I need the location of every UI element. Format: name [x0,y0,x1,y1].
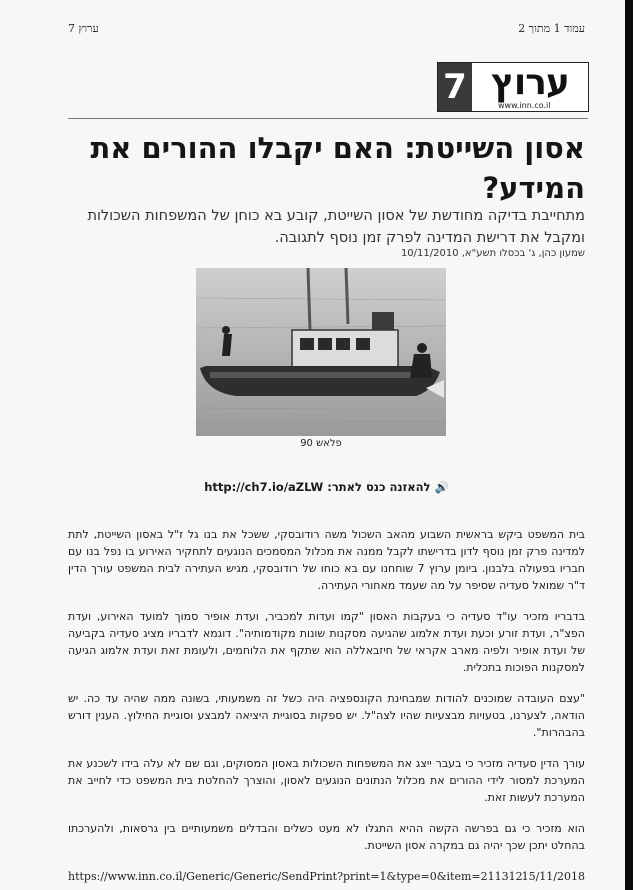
listen-link-line [68,480,585,494]
header-site-name: ערוץ 7 [68,22,99,35]
article-title: אסון השייטת: האם יקבלו ההורים את המידע? [90,131,585,205]
boat-photo-illustration [196,268,446,436]
body-paragraph-2: בדבריו מזכיר עו"ד סעדיה כי בעקבות האסון "קמו ועדות למכביר, ועדת אופיר סמוך למועד האירוע, ועדת הפצ"ר, ועדת זורע וכעת ועדת אלמוג שהגיעה מסקנות שונות מקודמותיה". דוגמא לדבריו מציג סעדיה בקביעה של ועדת אופיר ולפיה מארב אקראי של חיזבאללה הוא שתקף את הלוחמים, ולעומת זאת ועדת אלמוג הגיעה למסקנות הפוכות בתכלית. [68,610,585,674]
body-paragraph-3: "עצם העובדה שמוכנים להודות שמבחינת הקונספציה היה כשל זה משמעותי, בשונה ממה שהיה עד כה. יש הודאה, לצערנו, בטעויות מבצעיות שהיו לצה"ל. יש ספקות בסוגיית היציאה למבצע וסוגיית החילוץ. הענין דורש בהבהרות". [68,692,585,739]
site-logo [437,62,589,112]
logo-wordmark: ערוץ [491,62,569,103]
article-subtitle: מתחייבת בדיקה מחודשת של אסון השייטת, קובע בא כוחן של המשפחות השכולות ומקבל את דרישת המדינה לפרק זמן נוסף לתגובה. [87,208,585,246]
photo-caption: פלאש 90 [300,438,342,449]
listen-link-prefix: להאזנה כנס לאתר: [327,480,431,494]
footer-print-url: https://www.inn.co.il/Generic/Generic/SendPrint?print=1&type=0&item=211312 [68,870,523,883]
body-paragraph-5: הוא מזכיר כי גם בפרשה הקשה ההיא התגלו לא מעט כשלים והבדלים משמעותיים בין גרסאות, ולהערכתו בהחלט יתכן שכך יהיה גם במקרה אסון השייטת. [68,822,585,852]
article-byline: שמעון כהן, ג' בכסלו תשע"א, 10/11/2010 [400,248,585,259]
footer-print-date: 15/11/2018 [521,870,585,883]
logo-seven: 7 [438,63,472,111]
body-paragraph-1: בית המשפט ביקש בראשית השבוע מהאב השכול משה רודובסקי, ששכל את בנו גל ז"ל באסון השייטת, לתת למדינה פרק זמן נוסף לדון בדרישתו לקבל ממנה את מכלול המסמכים הנוגעים לתחקיר האירוע בו נפל בנו עם חבריו בפעולה בלבנון. ביומן ערוץ 7 שוחחנו עם בא כוחו של רודובסקי, מגיש העתירה לבית המשפט עורך הדין ד"ר שמואל סעדיה שסיפר על מה שעמד מאחורי העתירה. [68,528,585,592]
listen-link-url[interactable]: http://ch7.io/aZLW [204,480,324,494]
body-paragraph-4: עורך הדין סעדיה מזכיר כי בעבר ייצג את המשפחות השכולות באסון המסוקים, וגם שם לא עלה בידו לשכנע את המערכת למסור לידי ההורים את מכלול הנתונים הנוגעים לאסון, והוצרך להחלטת בית המשפט כדי לחייב את המערכת לעשות זאת. [68,757,585,804]
speaker-icon: 🔊 [434,480,449,494]
header-divider [68,118,588,119]
scan-edge [625,0,633,890]
logo-url: www.inn.co.il [498,101,551,110]
article-body [68,526,585,868]
header-page-indicator: עמוד 1 מתוך 2 [518,22,585,35]
article-photo [196,268,446,436]
